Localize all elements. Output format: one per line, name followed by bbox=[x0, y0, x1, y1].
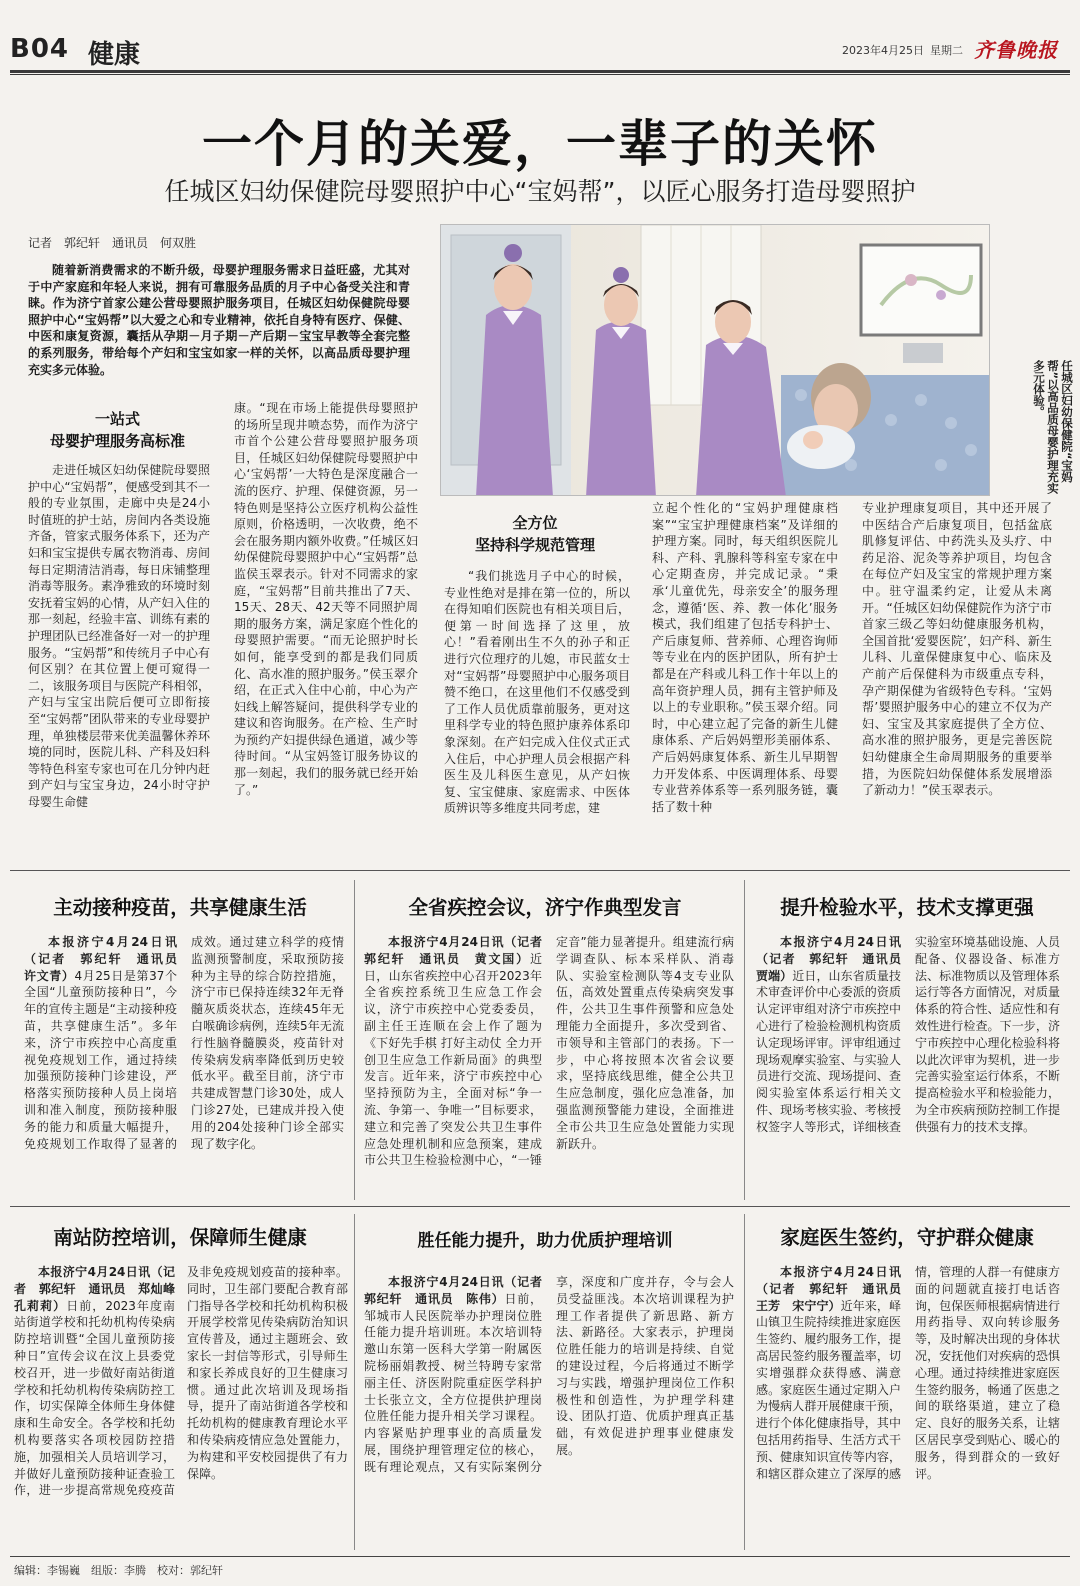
feature-lead: 随着新消费需求的不断升级，母婴护理服务需求日益旺盛，尤其对于中产家庭和年轻人来说，拥有可靠服务品质的月子中心备受关注和青睐。作为济宁首家公建公营母婴照护服务项目，任城区妇幼保健院母婴照护中心“宝妈帮”以大爱之心和专业精神，依托自身特有医疗、保健、中医和康复资源，囊括从孕期－月子期－产后期－宝宝早教等全套完整的系列服务，带给每个产妇和宝宝如家一样的关怀，以高品质母婴护理充实多元体验。 bbox=[28, 263, 410, 377]
feature-byline: 记者 郭纪轩 通讯员 何双胜 bbox=[28, 236, 197, 250]
brief-school-training bbox=[14, 1264, 348, 1546]
brief-school-training-body: 日前，2023年度南站街道学校和托幼机构传染病防控培训暨“全国儿童预防接种日”宣传会议在汶上县委党校召开，进一步做好南站街道学校和托幼机构传染病防控工作，切实保障全体师生身体健康和生命安全。各学校和托幼机构要落实各项校园防控措施，加强相关人员培训学习，并做好儿童预防接种证查验工作，进一步提高常规免疫疫苗及非免疫规划疫苗的接种率。同时，卫生部门要配合教育部门指导各学校和托幼机构积极开展学校常见传染病防治知识宣传普及，通过主题班会、致家长一封信等形式，引导师生和家长养成良好的卫生健康习惯。通过此次培训及现场指导，提升了南站街道各学校和托幼机构的健康教育理论水平和传染病疫情应急处置能力，为构建和平安校园提供了有力保障。 bbox=[14, 1265, 348, 1498]
section-head-one-stop-line2: 母婴护理服务高标准 bbox=[49, 432, 185, 450]
header-rule-thin bbox=[10, 74, 1070, 75]
brief-title-school-training: 南站防控培训，保障师生健康 bbox=[53, 1226, 307, 1249]
brief-lab-lead-in: 本报济宁4月24日讯（记者 郭纪轩 通讯员 贾端） bbox=[756, 935, 914, 983]
feature-title: 一个月的关爱，一辈子的关怀 bbox=[202, 114, 878, 173]
photo-caption: 任城区妇幼保健院“宝妈帮”以高品质母婴护理充实多元体验。 bbox=[1032, 360, 1074, 495]
section-head-all-round-line1: 全方位 bbox=[512, 514, 558, 532]
section-head-one-stop bbox=[40, 408, 195, 452]
newspaper-logo: 齐鲁晚报 bbox=[974, 38, 1058, 62]
column-divider bbox=[744, 880, 745, 1200]
feature-photo bbox=[440, 224, 990, 496]
feature-column-3: “我们挑选月子中心的时候，专业性绝对是排在第一位的，所以在得知咱们医院也有相关项目后，便第一时间选择了这里，放心！”看着刚出生不久的孙子和正进行穴位理疗的儿媳，市民蓝女士对“宝妈帮”母婴照护中心服务项目赞不绝口，在这里他们不仅感受到了工作人员优质靠前服务，更对这里科学专业的特色照护康养体系印象深刻。在产妇完成入住仪式正式入住后，中心护理人员会根据产科医生及儿科医生意见，从产妇恢复、宝宝健康、家庭需求、中医体质辨识等多维度共同考虑，建 bbox=[444, 569, 630, 816]
brief-vaccination bbox=[24, 934, 344, 1194]
section-head-all-round bbox=[450, 512, 620, 556]
feature-subtitle: 任城区妇幼保健院母婴照护中心“宝妈帮”，以匠心服务打造母婴照护 bbox=[164, 177, 916, 206]
brief-lab-body: 近日，山东省质量技术审查评价中心委派的资质认定评审组对济宁市疾控中心进行了检验检测机构资质认定现场评审。评审组通过现场观摩实验室、与实验人员进行交流、现场提问、查阅实验室体系运行相关文件、现场考核实验、考核授权签字人等形式，详细核查实验室环境基础设施、人员配备、仪器设备、标准方法、标准物质以及管理体系运行等各方面情况，对质量体系的符合性、适应性和有效性进行检查。下一步，济宁市疾控中心理化检验科将以此次评审为契机，进一步完善实验室运行体系，不断提高检验水平和检验能力，为全市疾病预防控制工作提供强有力的技术支撑。 bbox=[756, 935, 1060, 1134]
feature-column-2: 康。“现在市场上能提供母婴照护的场所呈现井喷态势，而作为济宁市首个公建公营母婴照护服务项目，任城区妇幼保健院母婴照护中心‘宝妈帮’一大特色是深度融合一流的医疗、护理、保健资源，另一特色则是坚持公立医疗机构公益性原则，价格透明，一次收费，绝不会在服务期内额外收费。”任城区妇幼保健院母婴照护中心“宝妈帮”总监侯玉翠表示。针对不同需求的家庭，“宝妈帮”目前共推出了7天、15天、28天、42天等不同照护周期的服务方案，满足家庭个性化的母婴照护需要。“而无论照护时长如何，能享受到的都是我们同质化、高水准的照护服务。”侯玉翠介绍，在正式入住中心前，中心为产妇线上解答疑问，提供科学专业的建议和咨询服务。在产检、生产时为预约产妇提供绿色通道，减少等待时间。“从宝妈签订服务协议的那一刻起，我们的服务就已经开始了。” bbox=[234, 401, 418, 797]
feature-column-4: 立起个性化的“宝妈护理健康档案”“宝宝护理健康档案”及详细的护理方案。同时，每天组织医院儿科、产科、乳腺科等科室专家在中心定期查房，并完成记录。“秉承‘儿童优先，母亲安全’的服务理念，遵循‘医、养、教一体化’服务模式，我们组建了包括专科护士、产后康复师、营养师、心理咨询师等专业在内的医护团队，所有护士都是在产科或儿科工作十年以上的高年资护理人员，拥有主管护师及以上的专业职称。”侯玉翠介绍。同时，中心建立起了完备的新生儿健康体系、产后妈妈塑形美丽体系、产后妈妈康复体系、新生儿早期智力开发体系、中医调理体系、母婴专业营养体系等一系列服务链，囊括了数十种 bbox=[652, 501, 838, 814]
section-head-all-round-line2: 坚持科学规范管理 bbox=[474, 536, 595, 554]
brief-title-nursing-training: 胜任能力提升，助力优质护理培训 bbox=[417, 1231, 673, 1251]
brief-title-family-doctor: 家庭医生签约，守护群众健康 bbox=[780, 1226, 1034, 1249]
feature-column-5: 专业护理康复项目，其中还开展了中医结合产后康复项目，包括盆底肌修复评估、中药洗头及头疗、中药足浴、泥灸等养护项目，均包含在每位产妇及宝宝的常规护理方案中。驻守温柔约定，让爱从未离开。“任城区妇幼保健院作为济宁市首家三级乙等妇幼健康服务机构，全国首批‘爱婴医院’，妇产科、新生儿科、儿童保健康复中心、临床及产前产后保健科为市级重点专科，孕产期保健为省级特色专科。‘宝妈帮’婴照护服务中心的建立不仅为产妇、宝宝及其家庭提供了全方位、高水准的照护服务，更是完善医院妇幼健康全生命周期服务的重要举措，为医院妇幼保健体系发展增添了新动力！”侯玉翠表示。 bbox=[862, 501, 1052, 798]
brief-school-training-lead-in: 本报济宁4月24日讯（记者 郭纪轩 通讯员 郑灿峰 孔莉莉） bbox=[14, 1265, 188, 1313]
brief-family-doctor bbox=[756, 1264, 1060, 1546]
brief-title-lab: 提升检验水平，技术支撑更强 bbox=[780, 896, 1034, 919]
section-head-one-stop-line1: 一站式 bbox=[94, 410, 140, 428]
editor-credits: 编辑：李锡巍 组版：李腾 校对：郭纪轩 bbox=[14, 1564, 223, 1577]
column-divider bbox=[744, 1214, 745, 1550]
brief-vaccination-body: 4月25日是第37个全国“儿童预防接种日”，今年的宣传主题是“主动接种疫苗，共享健康生活”。多年来，济宁市疾控中心高度重视免疫规划工作，通过持续加强预防接种门诊建设，严格落实预防接种人员上岗培训和准入制度，预防接种服务的能力和质量大幅提升，免疫规划工作取得了显著的成效。通过建立科学的疫情监测预警制度，采取预防接种为主导的综合防控措施，济宁市已保持连续32年无脊髓灰质炎状态，连续45年无白喉确诊病例，连续5年无流行性脑脊髓膜炎，疫苗针对传染病发病率降低到历史较低水平。截至目前，济宁市共建成智慧门诊30处，成人门诊27处，已建成并投入使用的204处接种门诊全部实现了数字化。 bbox=[24, 935, 344, 1151]
brief-title-vaccination: 主动接种疫苗，共享健康生活 bbox=[53, 896, 307, 919]
brief-title-cdc-meeting: 全省疾控会议，济宁作典型发言 bbox=[408, 896, 682, 919]
brief-nursing-training-body: 日前，邹城市人民医院举办护理岗位胜任能力提升培训班。本次培训特邀山东第一医科大学第一附属医院杨丽娟教授、树兰特聘专家常丽主任、济医附院重症医学科护士长张立文，全方位提供护理岗位胜任能力提升相关学习课程。内容紧贴护理事业的高质量发展，围绕护理管理定位的核心，既有理论观点，又有实际案例分享，深度和广度并存，令与会人员受益匪浅。本次培训课程为护理工作者提供了新思路、新方法、新路径。大家表示，护理岗位胜任能力的培训是持续、自觉的建设过程，今后将通过不断学习与实践，增强护理岗位工作积极性和创造性，为护理学科建设、团队打造、优质护理真正基础，有效促进护理事业健康发展。 bbox=[364, 1275, 734, 1474]
header-rule bbox=[10, 70, 1070, 73]
brief-nursing-training-lead-in: 本报济宁4月24日讯（记者 郭纪轩 通讯员 陈伟） bbox=[364, 1275, 555, 1306]
brief-cdc-meeting-lead-in: 本报济宁4月24日讯（记者 郭纪轩 通讯员 黄文国） bbox=[364, 935, 555, 966]
issue-weekday: 星期二 bbox=[930, 44, 963, 57]
brief-family-doctor-body: 近年来，峄山镇卫生院持续推进家庭医生签约、履约服务工作，提高居民签约服务覆盖率，切实增强群众获得感、满意感。家庭医生通过定期入户为慢病人群开展健康干预，进行个体化健康指导，其中包括用药指导、生活方式干预、健康知识宣传等内容，和辖区群众建立了深厚的感情，管理的人群一有健康方面的问题就直接打电话咨询，包保医师根据病情进行用药指导、双向转诊服务等，及时解决出现的身体状况，安抚他们对疾病的恐惧心理。通过持续推进家庭医生签约服务，畅通了医患之间的联络渠道，建立了稳定、良好的服务关系，让辖区居民享受到贴心、暖心的服务，得到群众的一致好评。 bbox=[756, 1265, 1060, 1481]
brief-nursing-training bbox=[364, 1274, 734, 1546]
brief-family-doctor-lead-in: 本报济宁4月24日讯（记者 郭纪轩 通讯员 王芳 宋宁宁） bbox=[756, 1265, 914, 1313]
brief-lab bbox=[756, 934, 1060, 1194]
column-divider bbox=[354, 1214, 355, 1550]
page-number: B04 bbox=[10, 34, 69, 64]
briefs-row-rule bbox=[10, 1206, 1070, 1207]
feature-column-1: 走进任城区妇幼保健院母婴照护中心“宝妈帮”，便感受到其不一般的专业氛围，走廊中央是24小时值班的护士站，房间内各类设施齐备，管家式服务体系下，还为产妇和宝宝提供专属衣物消毒、房间每日定期清洁消毒，每日床铺整理消毒等服务。素净雅致的环境时刻安抚着宝妈的心情，从产妇入住的那一刻起，经验丰富、训练有素的护理团队已经准备好一对一的护理服务。“宝妈帮”和传统月子中心有何区别？在其位置上便可窥得一二，该服务项目与医院产科相邻，产妇与宝宝出院后便可立即衔接至“宝妈帮”团队带来的专业母婴护理，单独楼层带来优美温馨休养环境的同时，医院儿科、产科及妇科等特色科室专家也可在几分钟内赶到产妇与宝宝身边，24小时守护母婴生命健 bbox=[28, 463, 210, 809]
brief-cdc-meeting bbox=[364, 934, 734, 1194]
section-name: 健康 bbox=[88, 40, 141, 70]
column-divider bbox=[354, 880, 355, 1200]
feature-bottom-rule bbox=[10, 870, 1070, 871]
footer-rule bbox=[10, 1556, 1070, 1557]
issue-date: 2023年4月25日 bbox=[842, 44, 924, 57]
nurses-with-newborn-illustration bbox=[441, 225, 990, 496]
brief-cdc-meeting-body: 近日，山东省疾控中心召开2023年全省疾控系统卫生应急工作会议，济宁市疾控中心党委委员，副主任王连顺在会上作了题为《下好先手棋 打好主动仗 全力开创卫生应急工作新局面》的典型发言。近年来，济宁市疾控中心坚持预防为主，全面对标“争一流、争第一、争唯一”目标要求，建立和完善了突发公共卫生事件应急处理机制和应急预案，建成市公共卫生检验检测中心，“一锤定音”能力显著提升。组建流行病学调查队、标本采样队、消毒队、实验室检测队等4支专业队伍，高效处置重点传染病突发事件，公共卫生事件预警和应急处理能力全面提升，多次受到省、市领导和主管部门的表扬。下一步，中心将按照本次省会议要求，坚持底线思维，健全公共卫生应急制度，强化应急准备，加强监测预警能力建设，全面推进全市公共卫生应急处置能力实现新跃升。 bbox=[364, 935, 734, 1168]
brief-vaccination-lead-in: 本报济宁4月24日讯（记者 郭纪轩 通讯员 许文青） bbox=[24, 935, 190, 983]
